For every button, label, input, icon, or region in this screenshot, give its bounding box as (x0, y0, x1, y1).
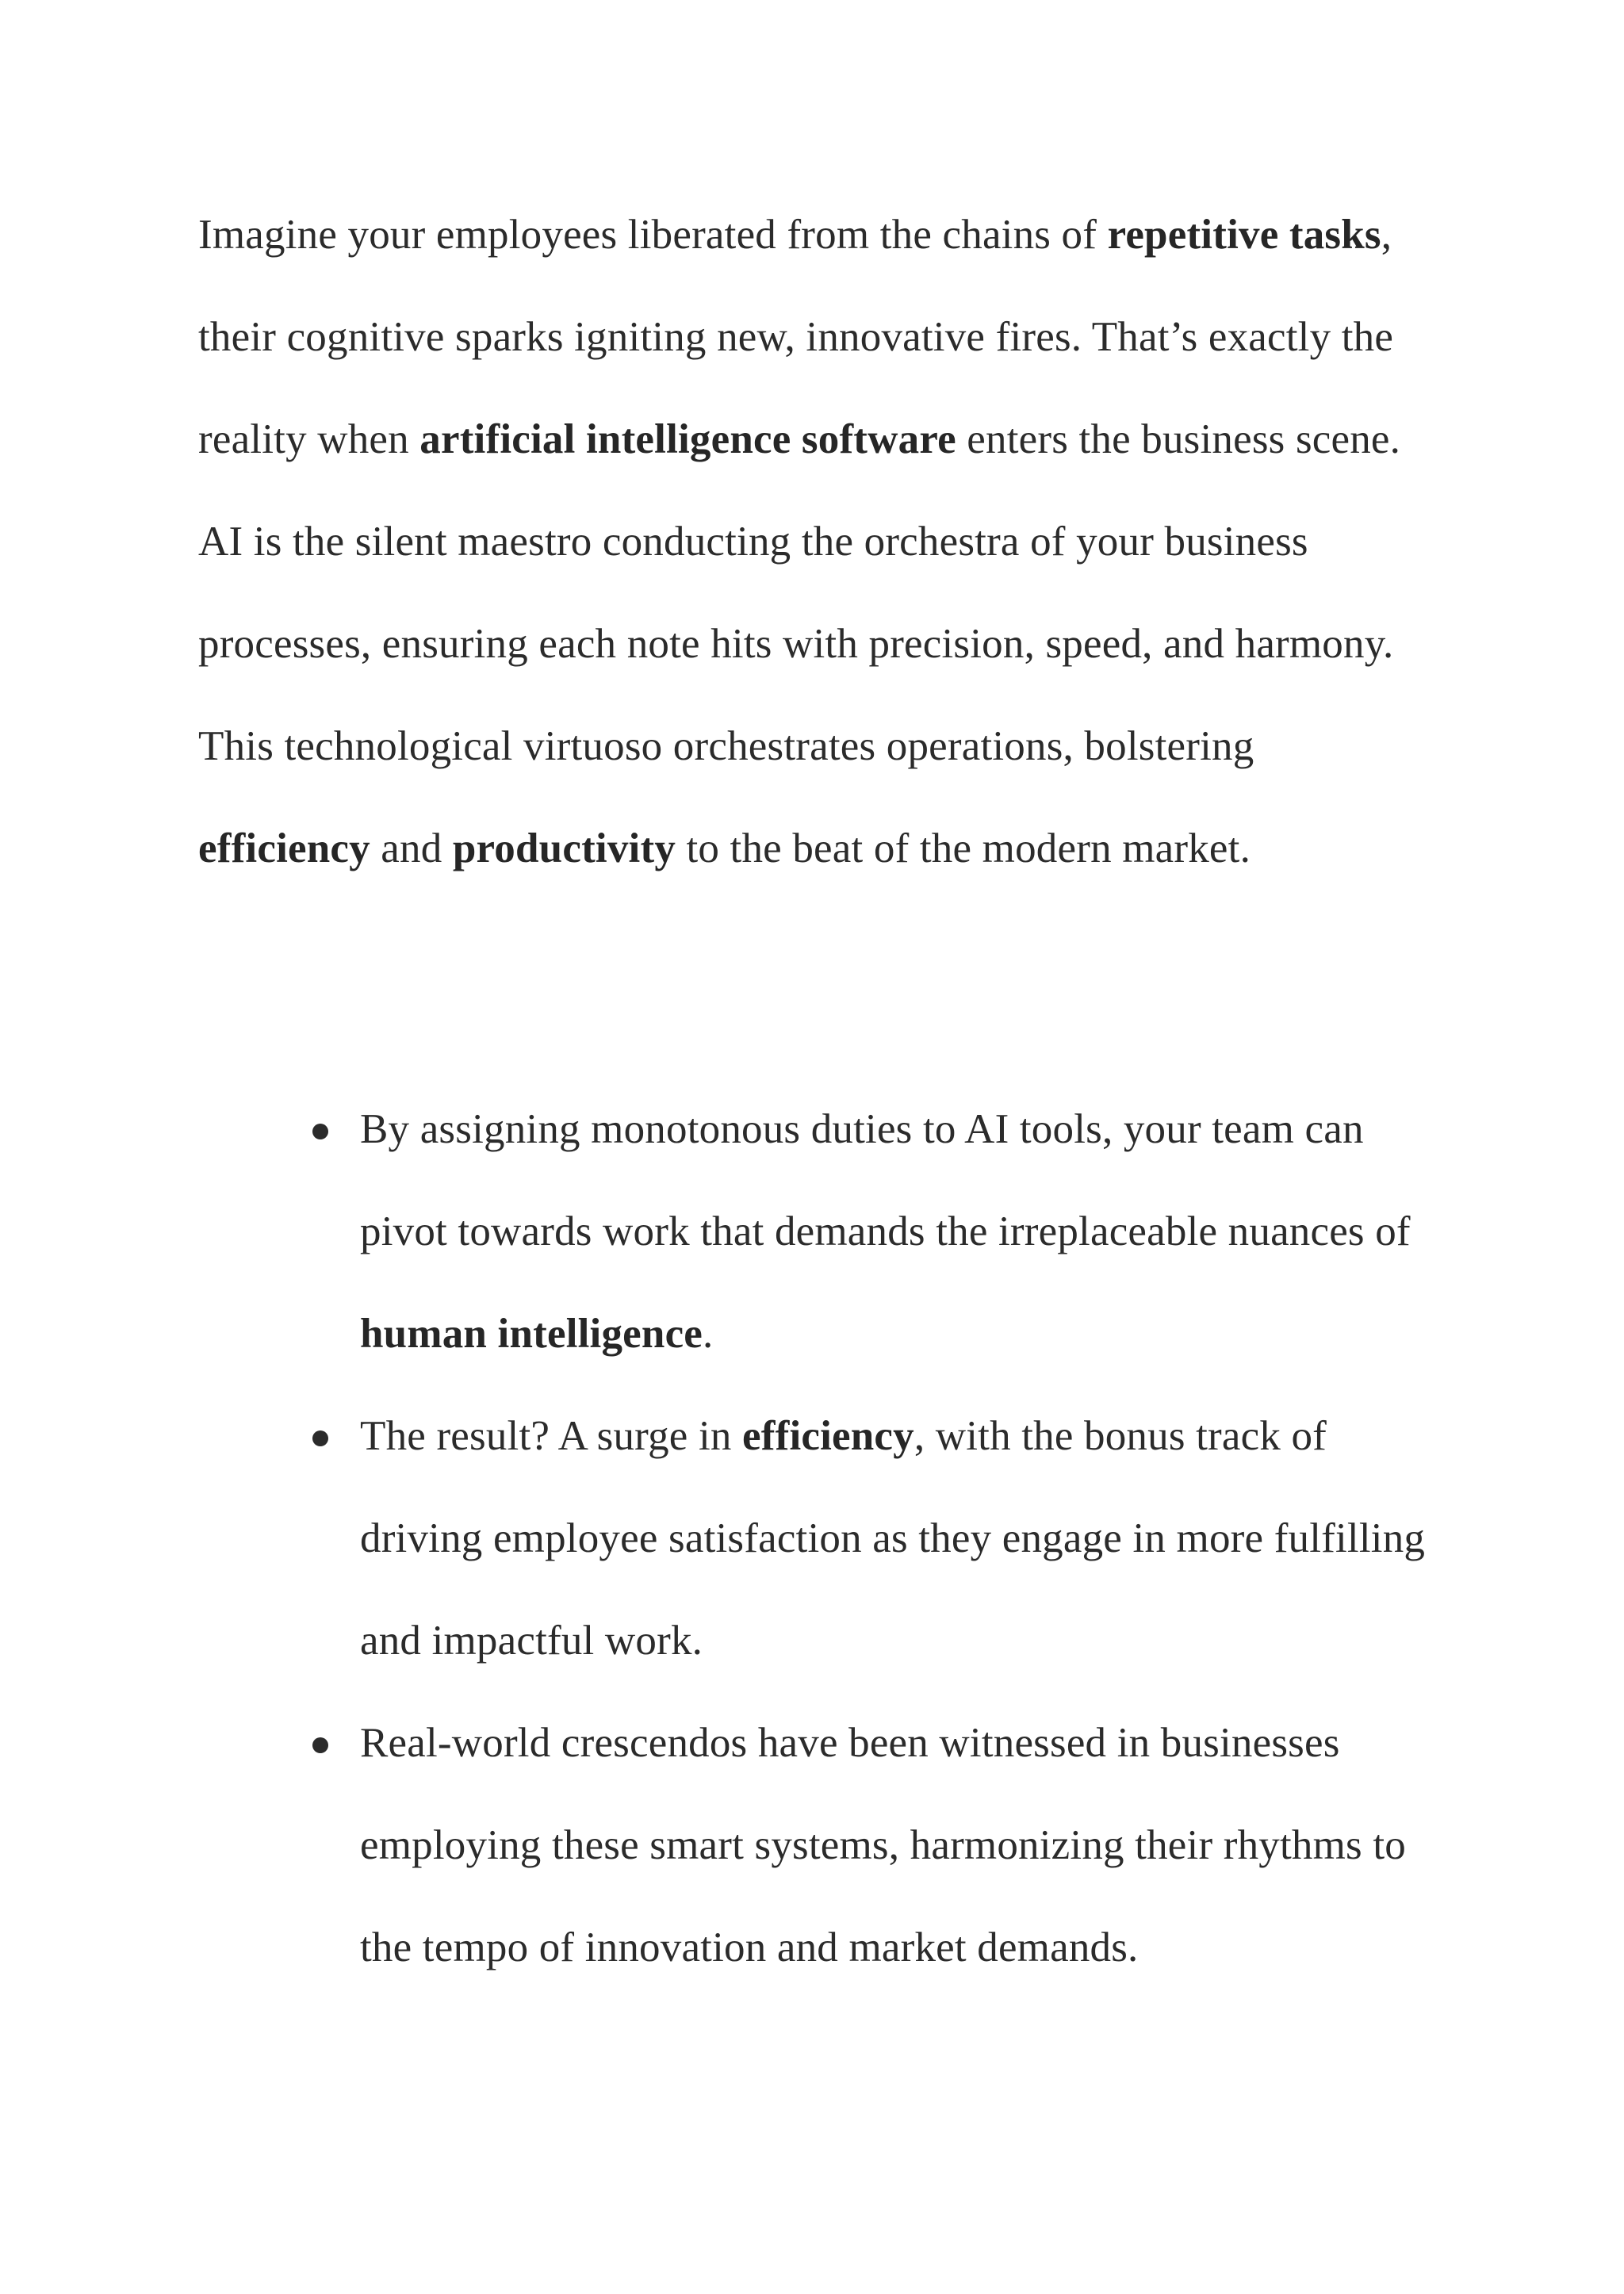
intro-text: to the beat of the modern market. (676, 825, 1251, 871)
bullet-item (309, 1692, 1451, 1999)
intro-text: , their cognitive sparks igniting new, innovative fires. That’s exactly the reality when (198, 212, 1404, 462)
intro-bold-text: efficiency (198, 825, 370, 871)
bullet-text: By assigning monotonous duties to AI tools, your team can pivot towards work that demands the irreplaceable nuances of (360, 1106, 1422, 1254)
bullet-dot-icon (312, 1124, 328, 1139)
intro-bold-text: repetitive tasks (1107, 212, 1381, 258)
bullet-dot-icon (312, 1430, 328, 1446)
bullet-text: . (703, 1311, 714, 1357)
intro-bold-text: productivity (452, 825, 676, 871)
bullet-text: The result? A surge in (360, 1413, 743, 1459)
bullet-bold-text: human intelligence (360, 1311, 703, 1357)
intro-bold-text: artificial intelligence software (419, 416, 956, 462)
intro-paragraph (198, 184, 1435, 900)
intro-text: Imagine your employees liberated from the chains of (198, 212, 1108, 258)
bullet-text: , with the bonus track of driving employee satisfaction as they engage in more fulfilling and impactful work. (360, 1413, 1436, 1664)
bullet-item (309, 1078, 1451, 1385)
benefits-bullet-list (309, 1078, 1451, 1999)
bullet-bold-text: efficiency (742, 1413, 914, 1459)
bullet-dot-icon (312, 1737, 328, 1753)
bullet-text: Real-world crescendos have been witnessed in businesses employing these smart systems, harmonizing their rhythms to the tempo of innovation and market demands. (360, 1720, 1417, 1970)
bullet-item (309, 1385, 1451, 1692)
intro-text: enters the business scene. AI is the silent maestro conducting the orchestra of your business processes, ensuring each note hits with precision, speed, and harmony. This technological virtuoso orchestrates operations, bolstering (198, 416, 1409, 769)
intro-text: and (370, 825, 453, 871)
